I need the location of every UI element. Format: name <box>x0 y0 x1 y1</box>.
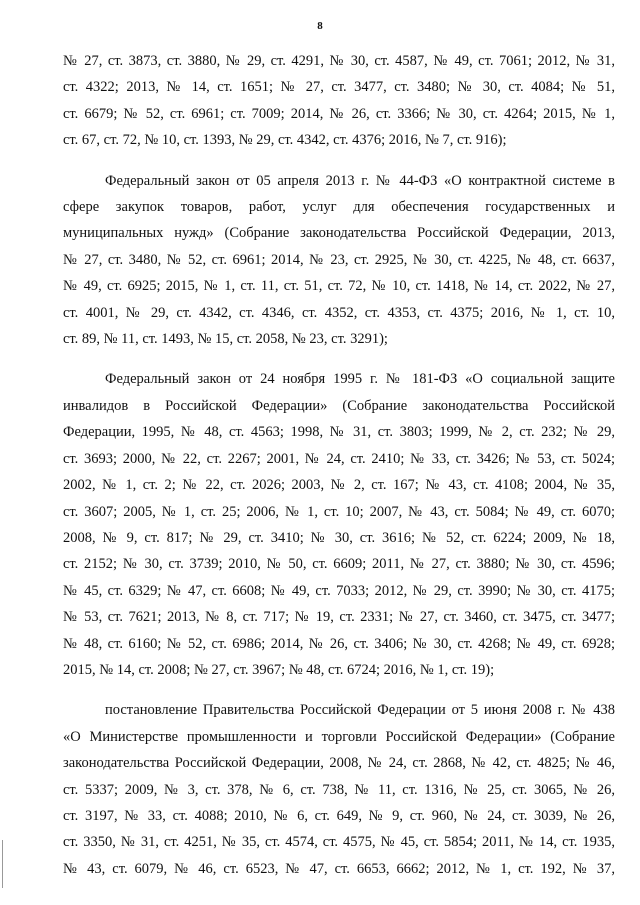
paragraph-government-decree-438 <box>63 697 615 882</box>
text-line: № 27, ст. 3873, ст. 3880, № 29, ст. 4291, № 30, ст. 4587, № 49, ст. 7061; 2012, № 31, <box>63 53 615 69</box>
text-line: ст. 4001, № 29, ст. 4342, ст. 4346, ст. 4352, ст. 4353, ст. 4375; 2016, № 1, ст. 10, <box>63 304 615 321</box>
text-line: Федерации, 1995, № 48, ст. 4563; 1998, № 31, ст. 3803; 1999, № 2, ст. 232; № 29, <box>63 424 615 441</box>
text-line: ст. 5337; 2009, № 3, ст. 378, № 6, ст. 738, № 11, ст. 1316, № 25, ст. 3065, № 26, <box>63 781 615 798</box>
text-line: ст. 3350, № 31, ст. 4251, № 35, ст. 4574, ст. 4575, № 45, ст. 5854; 2011, № 14, ст. 1935, <box>63 834 615 851</box>
text-line: сфере закупок товаров, работ, услуг для обеспечения государственных и <box>63 199 615 216</box>
text-line: постановление Правительства Российской Федерации от 5 июня 2008 г. № 438 <box>105 702 615 719</box>
text-line: № 43, ст. 6079, № 46, ст. 6523, № 47, ст. 6653, 6662; 2012, № 1, ст. 192, № 37, <box>63 860 615 877</box>
scan-margin-mark <box>2 840 3 888</box>
text-line: ст. 67, ст. 72, № 10, ст. 1393, № 29, ст. 4342, ст. 4376; 2016, № 7, ст. 916); <box>63 132 507 149</box>
paragraph-law-44fz <box>63 168 615 353</box>
text-line: ст. 3607; 2005, № 1, ст. 25; 2006, № 1, ст. 10; 2007, № 43, ст. 5084; № 49, ст. 6070; <box>63 503 615 520</box>
text-line: Федеральный закон от 24 ноября 1995 г. № 181-ФЗ «О социальной защите <box>105 371 615 388</box>
text-line: № 27, ст. 3480, № 52, ст. 6961; 2014, № 23, ст. 2925, № 30, ст. 4225, № 48, ст. 6637, <box>63 251 615 268</box>
text-line: ст. 4322; 2013, № 14, ст. 1651; № 27, ст. 3477, ст. 3480; № 30, ст. 4084; № 51, <box>63 79 615 96</box>
text-line: ст. 3693; 2000, № 22, ст. 2267; 2001, № 24, ст. 2410; № 33, ст. 3426; № 53, ст. 5024; <box>63 450 615 467</box>
text-line: 2008, № 9, ст. 817; № 29, ст. 3410; № 30, ст. 3616; № 52, ст. 6224; 2009, № 18, <box>63 529 615 546</box>
text-line: Федеральный закон от 05 апреля 2013 г. № 44-ФЗ «О контрактной системе в <box>105 172 615 189</box>
page-number: 8 <box>317 20 323 32</box>
text-line: № 49, ст. 6925; 2015, № 1, ст. 11, ст. 51, ст. 72, № 10, ст. 1418, № 14, ст. 2022, № 27, <box>63 278 615 295</box>
text-line: «О Министерстве промышленности и торговли Российской Федерации» (Собрание <box>63 728 615 745</box>
text-line: ст. 6679; № 52, ст. 6961; ст. 7009; 2014, № 26, ст. 3366; № 30, ст. 4264; 2015, № 1, <box>63 105 615 122</box>
paragraph-citations-continued <box>63 48 615 154</box>
text-line: ст. 3197, № 33, ст. 4088; 2010, № 6, ст. 649, № 9, ст. 960, № 24, ст. 3039, № 26, <box>63 807 615 824</box>
document-body <box>63 48 615 882</box>
text-line: законодательства Российской Федерации, 2008, № 24, ст. 2868, № 42, ст. 4825; № 46, <box>63 755 615 772</box>
text-line: № 45, ст. 6329; № 47, ст. 6608; № 49, ст. 7033; 2012, № 29, ст. 3990; № 30, ст. 4175; <box>63 582 615 599</box>
text-line: № 53, ст. 7621; 2013, № 8, ст. 717; № 19, ст. 2331; № 27, ст. 3460, ст. 3475, ст. 3477; <box>63 609 615 626</box>
paragraph-law-181fz <box>63 366 615 683</box>
text-line: муниципальных нужд» (Собрание законодательства Российской Федерации, 2013, <box>63 225 615 242</box>
text-line: инвалидов в Российской Федерации» (Собрание законодательства Российской <box>63 397 615 414</box>
text-line: 2015, № 14, ст. 2008; № 27, ст. 3967; № 48, ст. 6724; 2016, № 1, ст. 19); <box>63 661 495 678</box>
text-line: № 48, ст. 6160; № 52, ст. 6986; 2014, № 26, ст. 3406; № 30, ст. 4268; № 49, ст. 6928; <box>63 635 615 652</box>
text-line: 2002, № 1, ст. 2; № 22, ст. 2026; 2003, № 2, ст. 167; № 43, ст. 4108; 2004, № 35, <box>63 477 615 494</box>
text-line: ст. 2152; № 30, ст. 3739; 2010, № 50, ст. 6609; 2011, № 27, ст. 3880; № 30, ст. 4596; <box>63 556 615 573</box>
text-line: ст. 89, № 11, ст. 1493, № 15, ст. 2058, № 23, ст. 3291); <box>63 331 388 348</box>
